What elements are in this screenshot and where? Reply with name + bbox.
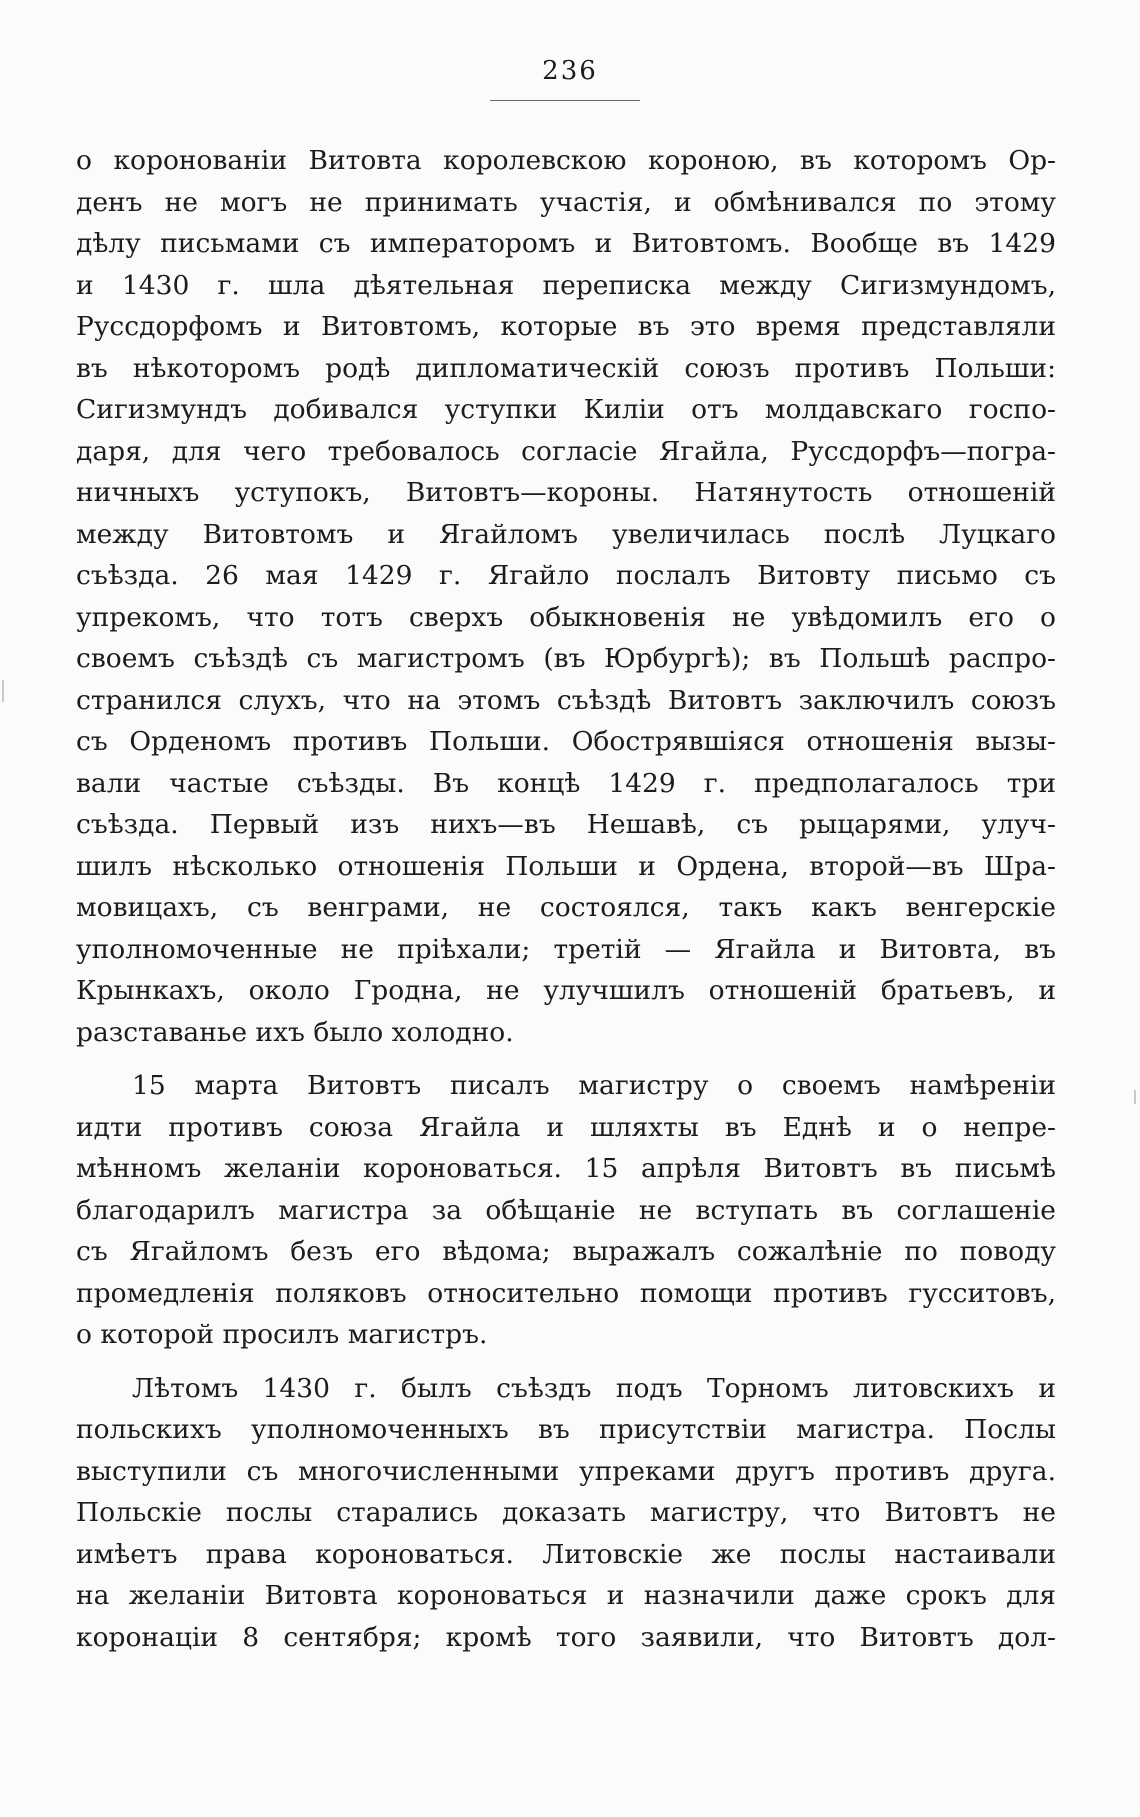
text-line: Польскіе послы старались доказать магистру, что Витовтъ не: [76, 1497, 1056, 1528]
text-line: Крынкахъ, около Гродна, не улучшилъ отношеній братьевъ, и: [76, 975, 1056, 1006]
text-line: идти противъ союза Ягайла и шляхты въ Еднѣ и о непре-: [76, 1111, 1056, 1143]
text-line: съ Орденомъ противъ Польши. Обострявшіяся отношенія вызы-: [76, 726, 1056, 757]
text-line: странился слухъ, что на этомъ съѣздѣ Витовтъ заключилъ союзъ: [76, 684, 1056, 716]
text-line: ничныхъ уступокъ, Витовтъ—короны. Натянутость отношеній: [76, 477, 1056, 508]
text-line: съ Ягайломъ безъ его вѣдома; выражалъ сожалѣніе по поводу: [76, 1236, 1056, 1267]
text-line: въ нѣкоторомъ родѣ дипломатическій союзъ противъ Польши:: [76, 352, 1056, 384]
paragraph: [76, 1368, 1056, 1659]
text-line: Лѣтомъ 1430 г. былъ съѣздъ подъ Торномъ литовскихъ и: [132, 1372, 1056, 1404]
text-line: имѣетъ права короноваться. Литовскіе же послы настаивали: [76, 1538, 1056, 1570]
text-line: денъ не могъ не принимать участія, и обмѣнивался по этому: [76, 186, 1056, 218]
text-line: на желаніи Витовта короноваться и назначили даже срокъ для: [76, 1580, 1056, 1611]
page-number: 236: [542, 56, 598, 86]
text-line: о которой просилъ магистръ.: [76, 1319, 488, 1350]
body-text: [76, 140, 1056, 1658]
text-line: съѣзда. 26 мая 1429 г. Ягайло послалъ Витовту письмо съ: [76, 560, 1056, 591]
text-line: разставанье ихъ было холодно.: [76, 1016, 514, 1048]
text-line: коронаціи 8 сентября; кромѣ того заявили, что Витовтъ дол-: [76, 1621, 1056, 1653]
paragraph: [76, 1065, 1056, 1356]
text-line: между Витовтомъ и Ягайломъ увеличилась послѣ Луцкаго: [76, 518, 1056, 550]
text-line: мовицахъ, съ венграми, не состоялся, такъ какъ венгерскіе: [76, 892, 1056, 923]
text-line: мѣнномъ желаніи короноваться. 15 апрѣля Витовтъ въ письмѣ: [76, 1153, 1056, 1184]
paragraph-gap: [76, 1053, 1056, 1065]
text-line: Сигизмундъ добивался уступки Килiи отъ молдавскаго госпо-: [76, 394, 1056, 425]
paragraph: [76, 140, 1056, 1053]
text-line: выступили съ многочисленными упреками другъ противъ друга.: [76, 1455, 1056, 1487]
text-line: вали частые съѣзды. Въ концѣ 1429 г. предполагалось три: [76, 767, 1056, 799]
text-line: съѣзда. Первый изъ нихъ—въ Нешавѣ, съ рыцарями, улуч-: [76, 809, 1056, 840]
page-number-rule: [490, 100, 640, 101]
margin-speck: [1134, 1090, 1136, 1104]
text-line: благодарилъ магистра за обѣщаніе не вступать въ соглашеніе: [76, 1194, 1056, 1226]
text-line: польскихъ уполномоченныхъ въ присутствіи магистра. Послы: [76, 1414, 1056, 1445]
margin-speck: [2, 680, 4, 702]
text-line: о коронованіи Витовта королевскою короною, въ которомъ Ор-: [76, 145, 1056, 176]
text-line: дѣлу письмами съ императоромъ и Витовтомъ. Вообще въ 1429: [76, 228, 1056, 259]
text-line: 15 марта Витовтъ писалъ магистру о своемъ намѣреніи: [132, 1070, 1056, 1101]
text-line: упрекомъ, что тотъ сверхъ обыкновенія не увѣдомилъ его о: [76, 601, 1056, 633]
text-line: уполномоченные не пріѣхали; третій — Ягайла и Витовта, въ: [76, 933, 1056, 965]
text-line: Руссдорфомъ и Витовтомъ, которые въ это время представляли: [76, 311, 1056, 342]
text-line: и 1430 г. шла дѣятельная переписка между Сигизмундомъ,: [76, 269, 1056, 301]
text-line: своемъ съѣздѣ съ магистромъ (въ Юрбургѣ); въ Польшѣ распро-: [76, 643, 1056, 674]
text-line: шилъ нѣсколько отношенія Польши и Ордена, второй—въ Шра-: [76, 850, 1056, 882]
text-line: промедленія поляковъ относительно помощи противъ гусситовъ,: [76, 1277, 1056, 1309]
paragraph-gap: [76, 1356, 1056, 1368]
text-line: даря, для чего требовалось согласіе Ягайла, Руссдорфъ—погра-: [76, 435, 1056, 467]
